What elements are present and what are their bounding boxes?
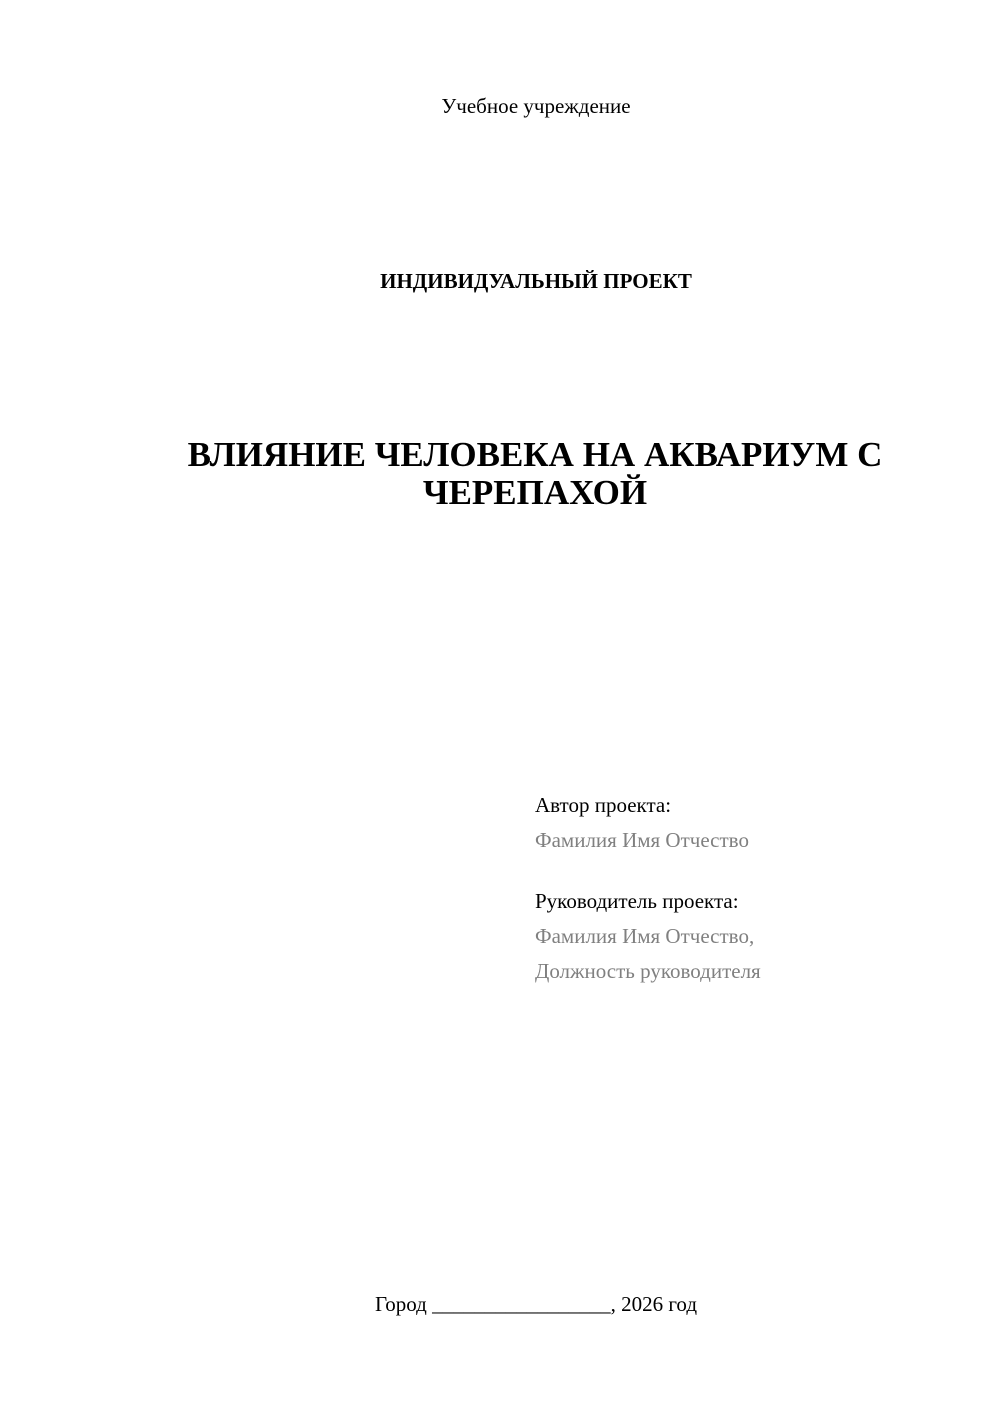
- author-label: Автор проекта:: [535, 793, 672, 817]
- city-year-line: Город _________________, 2026 год: [374, 1292, 698, 1316]
- credits-block: [535, 788, 761, 989]
- supervisor-name-placeholder: Фамилия Имя Отчество,: [535, 924, 755, 948]
- institution-name: Учебное учреждение: [441, 94, 631, 118]
- project-title: [150, 436, 920, 512]
- project-title-line-1: ВЛИЯНИЕ ЧЕЛОВЕКА НА АКВАРИУМ С: [187, 435, 883, 474]
- project-title-line-2: ЧЕРЕПАХОЙ: [422, 473, 648, 512]
- document-type-heading: ИНДИВИДУАЛЬНЫЙ ПРОЕКТ: [380, 269, 692, 293]
- credits-spacer: [535, 858, 761, 884]
- author-name-placeholder: Фамилия Имя Отчество: [535, 828, 749, 852]
- supervisor-label: Руководитель проекта:: [535, 889, 739, 913]
- supervisor-position-placeholder: Должность руководителя: [535, 959, 761, 983]
